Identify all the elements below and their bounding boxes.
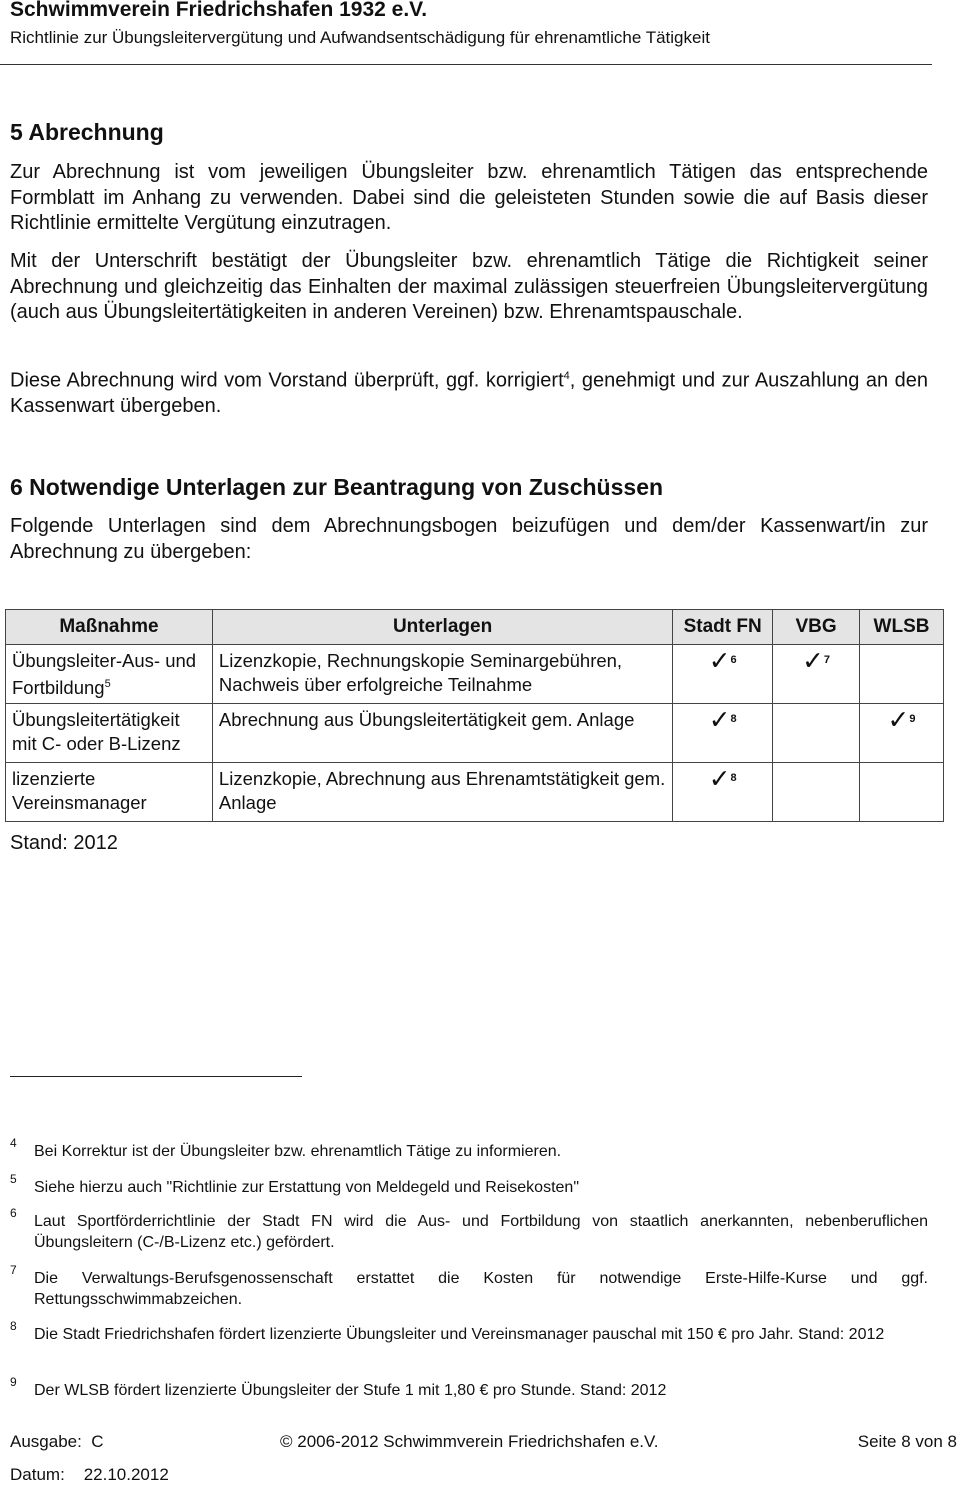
footnote: 8 Die Stadt Friedrichshafen fördert lizenzierte Übungsleiter und Vereinsmanager pauschal mit 150 € pro Jahr. Stand: 2012: [10, 1319, 885, 1343]
column-header: Unterlagen: [212, 610, 672, 645]
check-icon: ✓: [708, 645, 731, 676]
footnote: 7 Die Verwaltungs-Berufsgenossenschaft erstattet die Kosten für notwendige Erste-Hilfe-Kurse und ggf. Rettungsschwimmabzeichen.: [10, 1263, 928, 1308]
vbg-check-cell: ✓$^7$: [773, 645, 860, 704]
footnote-divider: [10, 1076, 302, 1077]
column-header: WLSB: [860, 610, 944, 645]
footer-ausgabe: Ausgabe: C: [10, 1432, 104, 1451]
section-5-paragraph-2: Mit der Unterschrift bestätigt der Übungsleiter bzw. ehrenamtlich Tätige die Richtigkeit seiner Abrechnung und gleichzeitig das Einhalten der maximal zulässigen steuerfreien Übungsleitervergütung (auch aus Übungsleitertätigkeiten in anderen Vereinen) bzw. Ehrenamtspauschale.: [10, 250, 928, 323]
table-row: [6, 704, 944, 763]
section-5-paragraph-1: Zur Abrechnung ist vom jeweiligen Übungsleiter bzw. ehrenamtlich Tätigen das entsprechende Formblatt im Anhang zu verwenden. Dabei sind die geleisteten Stunden sowie die auf Basis dieser Richtlinie ermittelte Vergütung einzutragen.: [10, 161, 928, 234]
table-stand-note: Stand: 2012: [10, 832, 118, 854]
header-subtitle: Richtlinie zur Übungsleitervergütung und Aufwandsentschädigung für ehrenamtliche Tätigkeit: [10, 28, 710, 47]
check-icon: ✓: [802, 645, 824, 676]
footer-page-number: Seite 8 von 8: [857, 1432, 957, 1451]
footnote: 6 Laut Sportförderrichtlinie der Stadt FN wird die Aus- und Fortbildung von staatlich anerkannten, nebenberuflichen Übungsleitern (C-/B-Lizenz etc.) gefördert.: [10, 1206, 928, 1251]
footnote-ref: 4: [563, 370, 570, 382]
unterlagen-cell: Lizenzkopie, Abrechnung aus Ehrenamtstätigkeit gem. Anlage: [212, 763, 672, 822]
section-6-paragraph-1: Folgende Unterlagen sind dem Abrechnungsbogen beizufügen und dem/der Kassenwart/in zur Abrechnung zu übergeben:: [10, 515, 928, 563]
vbg-cell: [773, 704, 860, 763]
stadt-check-cell: ✓$^8$: [673, 763, 773, 822]
stadt-check-cell: ✓$^8$: [673, 704, 773, 763]
section-5-paragraph-3: Diese Abrechnung wird vom Vorstand überprüft, ggf. korrigiert$^4$, genehmigt und zur Auszahlung an den Kassenwart übergeben.: [10, 369, 928, 418]
table-header-row: [6, 610, 944, 645]
footnote: 5 Siehe hierzu auch "Richtlinie zur Erstattung von Meldegeld und Reisekosten": [10, 1172, 579, 1196]
wlsb-check-cell: ✓$^9$: [860, 704, 944, 763]
table-row: [6, 763, 944, 822]
unterlagen-cell: Lizenzkopie, Rechnungskopie Seminargebühren, Nachweis über erfolgreiche Teilnahme: [212, 645, 672, 704]
wlsb-cell: [860, 763, 944, 822]
documents-table: [5, 609, 944, 822]
column-header: VBG: [773, 610, 860, 645]
section-6-heading: 6 Notwendige Unterlagen zur Beantragung von Zuschüssen: [10, 474, 664, 500]
table-row: [6, 645, 944, 704]
footer-copyright: © 2006-2012 Schwimmverein Friedrichshafen e.V.: [280, 1432, 659, 1451]
vbg-cell: [773, 763, 860, 822]
column-header: Stadt FN: [673, 610, 773, 645]
massnahme-cell: lizenzierte Vereinsmanager: [6, 763, 213, 822]
stadt-check-cell: ✓$^6$: [673, 645, 773, 704]
check-icon: ✓: [708, 763, 731, 794]
massnahme-cell: Übungsleiter-Aus- und Fortbildung$^5$: [6, 645, 213, 704]
header-org: Schwimmverein Friedrichshafen 1932 e.V.: [10, 0, 428, 21]
column-header: Maßnahme: [6, 610, 213, 645]
check-icon: ✓: [887, 704, 910, 735]
wlsb-cell: [860, 645, 944, 704]
section-5-heading: 5 Abrechnung: [10, 119, 164, 145]
unterlagen-cell: Abrechnung aus Übungsleitertätigkeit gem. Anlage: [212, 704, 672, 763]
header-divider: [0, 64, 932, 65]
check-icon: ✓: [708, 704, 731, 735]
footer-datum: Datum: 22.10.2012: [10, 1465, 169, 1484]
massnahme-cell: Übungsleitertätigkeit mit C- oder B-Lizenz: [6, 704, 213, 763]
footnote: 9 Der WLSB fördert lizenzierte Übungsleiter der Stufe 1 mit 1,80 € pro Stunde. Stand: 2012: [10, 1375, 667, 1399]
footnote: 4 Bei Korrektur ist der Übungsleiter bzw. ehrenamtlich Tätige zu informieren.: [10, 1136, 562, 1160]
